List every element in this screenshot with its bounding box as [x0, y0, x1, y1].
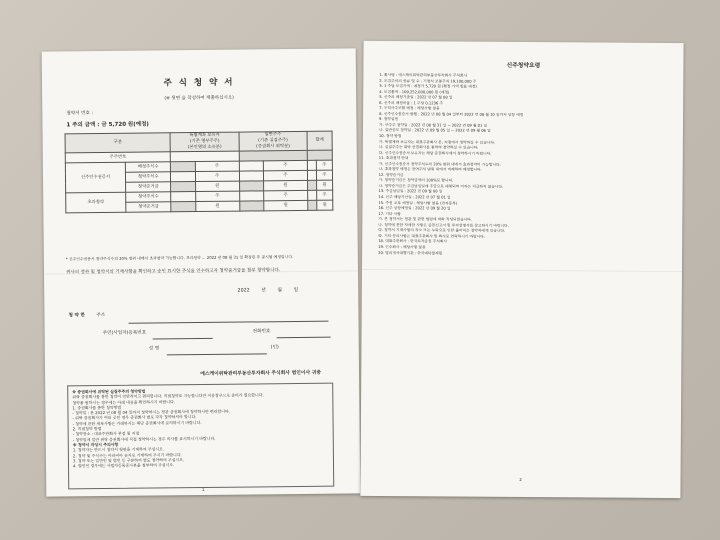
note-line: - 청약일 : 본 2022 년 08 월 04 일까지 청약하시는 정관 증권회사에 청약하시면 편리합니다.	[72, 408, 231, 416]
guide-line: 4. 모집총액 : 109,252,000,000 원 (예정)	[379, 89, 450, 95]
unit-label: 주	[195, 161, 239, 171]
table-cell	[308, 180, 317, 190]
table-cell[interactable]	[239, 191, 263, 201]
guide-line: 5. 신주의 배정기준일 : 2022 년 07 월 08 일	[379, 95, 453, 100]
page-number: 2	[519, 477, 522, 483]
guide-line: 다. 청약서 기재사항의 착오 또는 누락으로 인한 불이익은 청약자에게 있습니다.	[378, 228, 506, 234]
guide-line: 17. 기타 사항	[378, 211, 401, 216]
unit-label: 원	[264, 200, 308, 210]
guide-line: 나. 일반공모 청약일 : 2022 년 09 월 05 일 ~ 2022 년 09 월 06 일	[378, 128, 491, 134]
unit-label: 원	[195, 181, 239, 191]
note-line: 1. 증권회사를 통한 청약방법	[72, 404, 122, 411]
address-label: 주소	[96, 313, 106, 319]
row-sub-label: 청약주식수	[126, 192, 171, 202]
note-line: - 청약장소 : 대표주관회사 본점 및 지점	[72, 431, 140, 437]
note-line: ※ 증권회사에 위탁된 실질주주의 청약방법	[72, 388, 146, 395]
unit-label: 주	[263, 190, 307, 200]
guide-line: 2. 모집주식의 종류 및 수 : 기명식 보통주식 19,100,000 주	[379, 78, 477, 84]
col-header-special	[170, 132, 239, 152]
row-sub-label: 청약주식수	[125, 172, 170, 182]
guide-text	[378, 73, 669, 258]
unit-label: 주	[195, 171, 239, 181]
table-cell	[239, 181, 263, 191]
guide-line: 나. 실질주주는 위탁 증권회사를 통하여 청약하실 수 있습니다.	[378, 145, 479, 150]
table-cell[interactable]	[171, 172, 195, 182]
unit-label: 주	[316, 170, 332, 180]
addressee: 에스케이위탁관리부동산투자회사 주식회사 법인이사 귀중	[200, 370, 322, 378]
note-line: - 위탁 증권회사가 여러 곳인 경우 증권회사 별로 각각 청약하셔야 합니다.	[72, 414, 197, 421]
col-header-general-text: 일반주주 (기존 실질주주) (증권회사 위탁분)	[256, 132, 290, 150]
subscription-guide-page	[360, 41, 683, 498]
address-field[interactable]	[129, 321, 329, 324]
phone-label: 전화번호	[252, 329, 271, 335]
applicant-label	[68, 313, 105, 319]
unit-label: 원	[263, 180, 307, 190]
table-cell[interactable]	[239, 161, 263, 171]
unit-label: 주	[195, 191, 239, 201]
note-line: 4. 법인인 경우에는 사업자등록증사본을 첨부하여 주십시오.	[72, 462, 175, 469]
group-label-excess: 초과청약	[66, 192, 126, 213]
consent-statement: 귀사의 정관 및 청약서의 기재사항을 확인하고 승인 표시한 주식을 인수하고자 청약증거금을 첨부 청약합니다.	[65, 268, 281, 276]
subscription-form-page	[42, 48, 361, 496]
unit-label: 주	[316, 160, 332, 170]
note-line: - 청약일에 일반 위탁 증권회사에 직접 청약하시는 경우 의사를 표시하시기 바랍니다.	[72, 435, 216, 443]
table-cell[interactable]	[239, 171, 263, 181]
guide-line: 14. 신주 배당기산일 : 2022 년 07 월 01 일	[378, 195, 451, 200]
guide-line: 1. 회사명 : 에스케이위탁관리부동산투자회사 주식회사	[379, 72, 468, 78]
signature-date: 2022 년 월 일	[237, 287, 299, 294]
resno-label: 주민(사업자)등록번호	[102, 330, 147, 337]
table-cell	[171, 202, 195, 212]
note-line: 청약을 원하시는 경우에는 아래 내용을 확인하시기 바랍니다.	[72, 398, 175, 405]
table-cell[interactable]	[171, 192, 195, 202]
col-header-special-text: 특별계좌 보유자 (기존 명부주주) (본인명의 소유분)	[187, 132, 222, 151]
form-subtitle-note: (※ 뒷면 을 작성하여 제출하십시오)	[164, 95, 234, 102]
guide-line: 18. 대표주관회사 : 한국투자증권 주식회사	[378, 239, 448, 244]
unit-label: 원	[316, 180, 332, 190]
guide-line: 가. 본 청약서는 정관 및 관련 법령에 따라 작성되었습니다.	[378, 217, 473, 222]
unit-label: 주	[263, 160, 307, 170]
guide-line: 16. 신주 상장예정일 : 2022 년 09 월 20 일	[378, 206, 451, 211]
row-sub-label: 청약증거금	[126, 182, 171, 192]
name-label: 성 명	[148, 346, 160, 352]
form-reference-label: 청약서 번호 :	[66, 111, 94, 117]
guide-line: 11. 초과청약 안내	[378, 156, 409, 161]
guide-line: 7. 우리사주조합 배정 : 해당사항 없음	[379, 106, 440, 111]
note-line: 1. 청약자는 반드시 청약서 뒷면을 기재하여 주십시오.	[72, 446, 165, 453]
table-cell[interactable]	[308, 190, 317, 200]
unit-label: 주	[263, 170, 307, 180]
note-line: 2. 청약 및 주식수는 아라비아 숫자로 기재하여 주시기 바랍니다.	[72, 451, 182, 458]
row-sub-label: 배정주식수	[125, 162, 170, 172]
guide-line: 다. 신주인수권증서 보유자는 해당 증권회사에서 청약하시기 바랍니다.	[378, 150, 492, 156]
note-line: 3. 청약 또는 일반인 및 법인 등 구분하여 별도 청약하여 주십시오.	[72, 457, 185, 464]
table-cell	[171, 182, 195, 192]
table-cell	[308, 200, 317, 210]
unit-label: 원	[317, 200, 333, 210]
guide-line: 가. 청약증거금은 청약금액의 100%로 합니다.	[378, 178, 454, 183]
group-label-new-shares: 신주인수권증서	[65, 162, 125, 193]
table-cell	[239, 201, 263, 211]
col-header-general	[239, 131, 308, 151]
guide-title: 신주청약요령	[506, 62, 541, 70]
subscription-table	[65, 131, 334, 214]
row-sub-label: 청약증거금	[126, 202, 171, 212]
guide-line: 나. 초과청약 배정은 잔여주식 범위 내에서 비례하여 배정합니다.	[378, 167, 482, 173]
table-footnote: * 신주인수권증서 청약주식수의 20% 범위 내에서 초과청약 가능합니다. 초과청약 ... 2022 년 08 월 31 일 확정된 후 공시될 예정입니다.	[65, 254, 294, 262]
phone-field[interactable]	[277, 337, 331, 338]
col-header-group: 구분	[65, 133, 171, 153]
table-cell	[171, 162, 195, 172]
name-field[interactable]	[167, 353, 267, 355]
note-line: 2. 직접청약 방법	[72, 426, 102, 432]
holder-no-total-cell	[307, 150, 332, 160]
guide-line: 3. 1 주당 모집가액 : 예정가 5,720 원 (확정 가액 발표 예정)	[379, 84, 477, 89]
note-line: ※ 청약서 작성시 주의사항	[72, 441, 119, 448]
resno-field[interactable]	[153, 338, 213, 339]
guide-line: 8. 신주인수권증서 발행 : 2022 년 08 월 04 일부터 2022 년 08 월 10 일까지 상장 예정	[379, 111, 524, 117]
seal-label: (인)	[270, 345, 279, 351]
guide-line: 라. 기타 문의사항은 대표주관회사 및 회사로 연락하시기 바랍니다.	[378, 233, 485, 239]
guide-line: 10. 청약 방법	[378, 134, 402, 139]
guide-line: 가. 신주인수권증서 청약주식수의 20% 범위 내에서 초과청약이 가능합니다.	[378, 161, 501, 167]
guide-line: 13. 주금납입일 : 2022 년 09 월 08 일	[378, 189, 443, 194]
guide-line: 20. 명의개서대행기관 : 한국예탁결제원	[378, 250, 443, 255]
form-title: 주 식 청 약 서	[163, 77, 235, 89]
unit-label: 원	[195, 201, 239, 211]
guide-line: 나. 청약증거금은 주금납입일에 주금으로 대체되며 이자는 지급하지 않습니다.	[378, 183, 504, 189]
guide-line: 나. 청약에 관한 자세한 사항은 증권신고서 및 투자설명서를 참고하시기 바랍니다.	[378, 222, 509, 228]
page-number: 1	[201, 486, 205, 493]
guide-line: 12. 청약증거금	[378, 172, 404, 178]
table-cell[interactable]	[307, 160, 316, 170]
guide-line: 가. 구주주 청약일 : 2022 년 08 월 31 일 ~ 2022 년 09 월 01 일	[378, 122, 488, 128]
row-label-holder-no: 주주번호	[65, 152, 170, 163]
unit-label: 주	[316, 190, 332, 200]
guide-line: 15. 주권 교부 예정일 : 해당사항 없음 (전자등록)	[378, 200, 458, 206]
guide-line: 가. 특별계좌 보유자는 대표주관회사 본, 지점에서 청약하실 수 있습니다.	[378, 139, 496, 145]
note-line: - 청약에 관한 세부사항은 거래하시는 해당 증권회사에 문의하시기 바랍니다.	[72, 419, 202, 427]
note-line: 위탁 증권회사를 통한 청약이 일반적이고 편리합니다. 직접청약도 가능합니다만 이용창구으로 준비가 필요합니다.	[72, 392, 264, 400]
guide-line: 6. 신주의 배정비율 : 1 주당 0.1236 주	[379, 100, 444, 106]
table-cell[interactable]	[307, 170, 316, 180]
instructions-box	[67, 383, 334, 490]
applicant-label-text: 청 약 한	[68, 313, 85, 319]
guide-line: 9. 청약일정	[379, 117, 399, 122]
price-per-share: 1 주의 금액 : 금 5,720 원(예정)	[66, 121, 149, 129]
guide-line: 19. 인수회사 : 해당사항 없음	[378, 244, 426, 250]
col-header-total: 합계	[307, 131, 332, 150]
